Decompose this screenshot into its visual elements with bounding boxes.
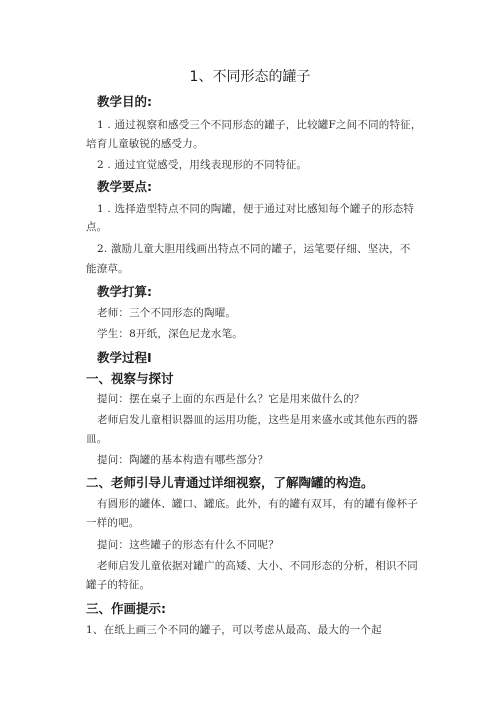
- paragraph-line: 老师：三个不同形态的陶曜。: [97, 307, 237, 319]
- paragraph-line: 2 . 通过宜觉感受，用线表现形的不同特征。: [97, 159, 308, 171]
- paragraph-line: 有圆形的罐体、罐口、罐底。此外，有的罐有双耳，有的罐有像杯子: [97, 498, 418, 510]
- paragraph-line: 点。: [86, 221, 108, 233]
- paragraph-line: 能潦草。: [86, 263, 129, 275]
- paragraph-line: 老师启发儿童相识器皿的运用功能，这些是用来盛水或其他东西的器: [97, 414, 418, 426]
- paragraph-line: 1、在纸上画三个不同的罐子，可以考虑从最高、最大的一个起: [86, 624, 382, 636]
- paragraph-line: 2. 激励儿童大胆用线画出特点不同的罐子，运笔要仔细、坚决，不: [97, 243, 411, 255]
- paragraph-line: 老师启发儿童依据对罐广的高矮、大小、不同形态的分析，相识不同: [97, 560, 418, 572]
- paragraph-line: 培育儿童敏锐的感受力。: [86, 138, 204, 150]
- paragraph-line: 皿。: [86, 433, 108, 445]
- subheading-observe: 一、视察与探讨: [86, 371, 174, 386]
- heading-purpose: 教学目的:: [97, 94, 152, 109]
- document-title: 1、不同形态的罐子: [189, 69, 311, 85]
- subheading-tips: 三、作画提示:: [86, 601, 166, 616]
- heading-process: 教学过程I: [97, 350, 152, 365]
- paragraph-line: 一样的吧。: [86, 517, 140, 529]
- paragraph-line: 提问：这些罐子的形态有什么不同呢？: [97, 539, 279, 551]
- subheading-guide: 二、老师引导儿青通过详细视察，了解陶罐的构造。: [86, 475, 374, 490]
- heading-prep: 教学打算:: [97, 284, 152, 299]
- heading-keypoints: 教学要点:: [97, 179, 152, 194]
- paragraph-line: 1 . 选择造型特点不同的陶罐，便于通过对比感知每个罐子的形态特: [97, 203, 415, 215]
- paragraph-line: 提问：陶罐的基本构造有哪些部分？: [97, 454, 269, 466]
- paragraph-line: 学生：8开纸，深色尼龙水笔。: [97, 328, 243, 340]
- paragraph-line: 提问：摆在桌子上面的东西是什么？它是用来做什么的？: [97, 393, 365, 405]
- paragraph-line: 罐子的特征。: [86, 579, 151, 591]
- paragraph-line: 1 . 通过视察和感受三个不同形态的罐子，比较罐F之间不同的特征，: [97, 119, 422, 131]
